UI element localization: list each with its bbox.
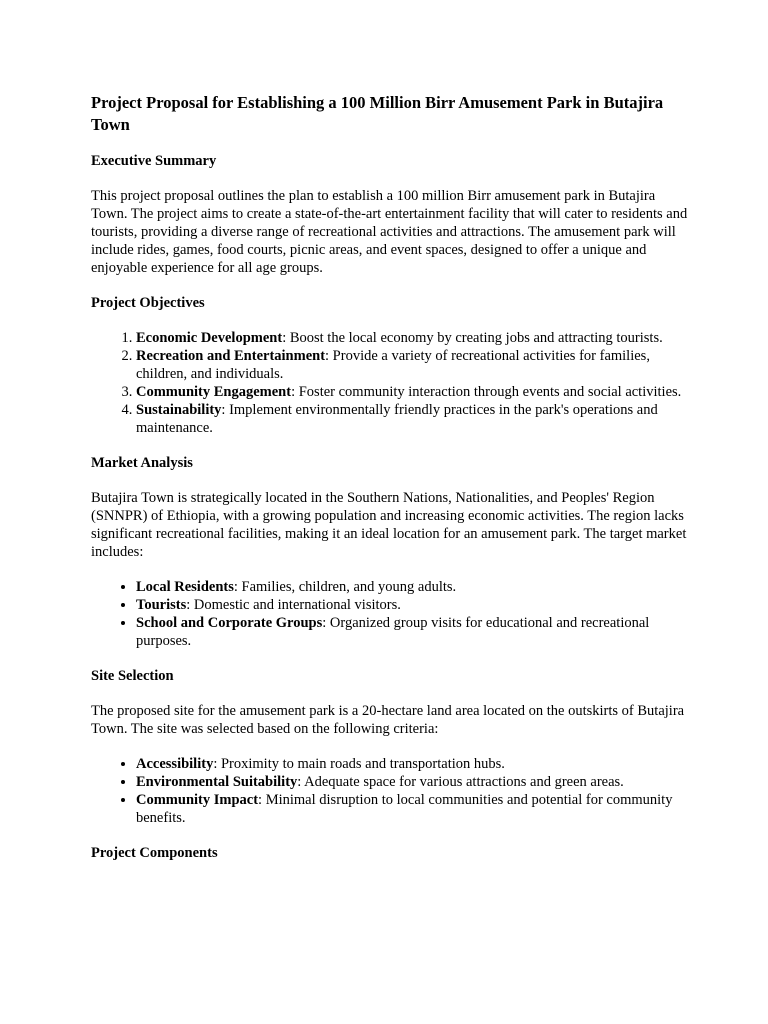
document-page [91, 92, 691, 879]
objective-item [136, 329, 691, 347]
target-market-desc: : Organized group visits for educational and recreational purposes. [136, 615, 650, 649]
heading-executive-summary: Executive Summary [91, 153, 217, 169]
target-market-term: School and Corporate Groups [136, 615, 323, 631]
objective-item [136, 383, 691, 401]
heading-project-objectives: Project Objectives [91, 295, 205, 311]
site-criteria-list [91, 755, 691, 827]
target-market-item [136, 614, 691, 650]
target-market-list [91, 578, 691, 650]
objective-item [136, 347, 691, 383]
heading-market-analysis: Market Analysis [91, 455, 193, 471]
heading-site-selection: Site Selection [91, 668, 174, 684]
site-selection-text: The proposed site for the amusement park is a 20-hectare land area located on the outskirts of Butajira Town. The site was selected based on the following criteria: [91, 703, 685, 737]
site-criteria-desc: : Adequate space for various attractions and green areas. [297, 774, 624, 790]
target-market-desc: : Families, children, and young adults. [233, 579, 457, 595]
executive-summary-text: This project proposal outlines the plan to establish a 100 million Birr amusement park in Butajira Town. The project aims to create a state-of-the-art entertainment facility that will cater to residents and tourists, providing a diverse range of recreational activities and attractions. The amusement park will include rides, games, food courts, picnic areas, and event spaces, designed to offer a unique and enjoyable experience for all age groups. [91, 188, 688, 276]
site-criteria-item [136, 755, 691, 773]
target-market-item [136, 578, 691, 596]
site-criteria-item [136, 773, 691, 791]
objective-term: Community Engagement [136, 384, 292, 400]
heading-project-components: Project Components [91, 845, 218, 861]
site-criteria-desc: : Proximity to main roads and transportation hubs. [213, 756, 505, 772]
objective-desc: : Provide a variety of recreational activities for families, children, and individuals. [136, 348, 650, 382]
site-criteria-term: Environmental Suitability [136, 774, 298, 790]
site-criteria-item [136, 791, 691, 827]
site-criteria-term: Accessibility [136, 756, 214, 772]
target-market-item [136, 596, 691, 614]
document-title: Project Proposal for Establishing a 100 Million Birr Amusement Park in Butajira Town [91, 93, 664, 134]
target-market-desc: : Domestic and international visitors. [186, 597, 401, 613]
objective-desc: : Foster community interaction through events and social activities. [291, 384, 682, 400]
target-market-term: Tourists [136, 597, 187, 613]
objective-term: Recreation and Entertainment [136, 348, 326, 364]
market-analysis-text: Butajira Town is strategically located in the Southern Nations, Nationalities, and Peoples' Region (SNNPR) of Ethiopia, with a growing population and increasing economic activities. The region lacks significant recreational facilities, making it an ideal location for an amusement park. The target market includes: [91, 490, 687, 560]
objective-desc: : Implement environmentally friendly practices in the park's operations and maintenance. [136, 402, 658, 436]
objective-term: Sustainability [136, 402, 222, 418]
objectives-list [91, 329, 691, 437]
objective-desc: : Boost the local economy by creating jobs and attracting tourists. [282, 330, 663, 346]
site-criteria-desc: : Minimal disruption to local communities and potential for community benefits. [136, 792, 673, 826]
objective-term: Economic Development [136, 330, 283, 346]
site-criteria-term: Community Impact [136, 792, 259, 808]
target-market-term: Local Residents [136, 579, 234, 595]
objective-item [136, 401, 691, 437]
